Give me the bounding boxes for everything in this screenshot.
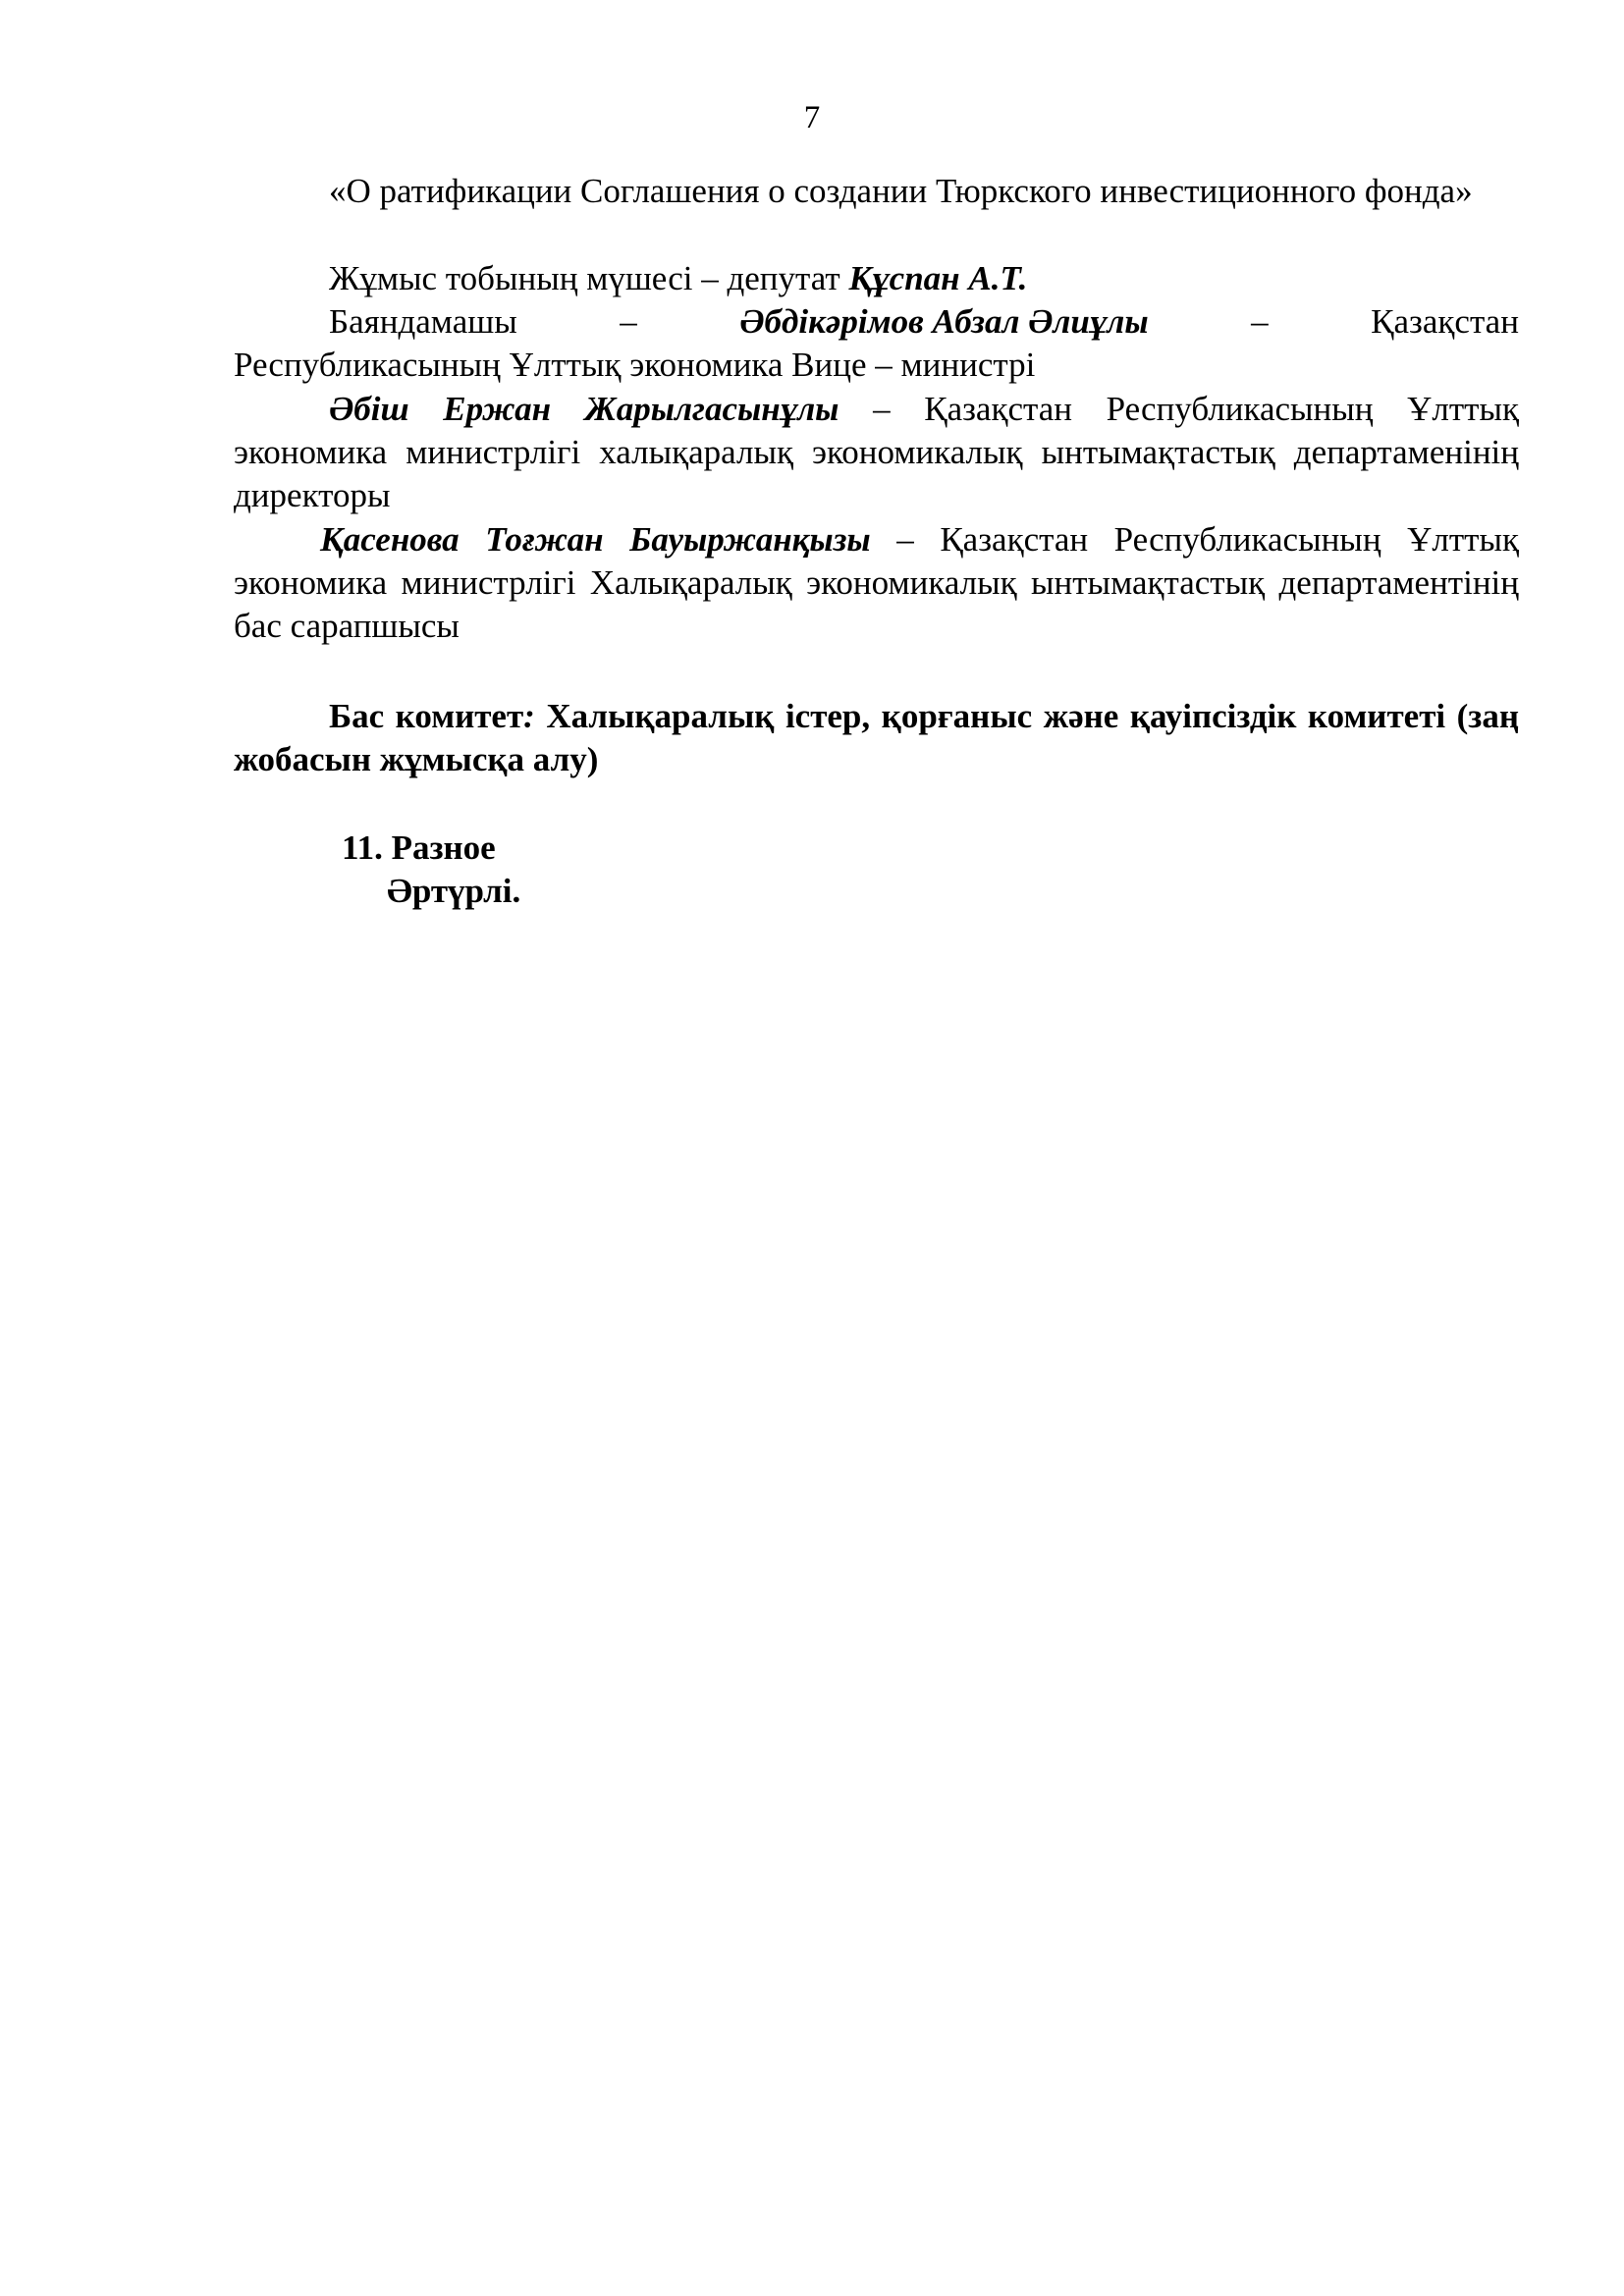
agenda-item-11-subtitle: Әртүрлі. [387,872,521,910]
speaker-1-role: Республикасының Ұлттық экономика Вице – министрі [234,346,1036,384]
speaker-3-name: Қасенова Тоғжан Бауыржанқызы [320,520,871,559]
working-group-label: Жұмыс тобының мүшесі – депутат [329,259,849,297]
bill-title: «О ратификации Соглашения о создании Тюркского инвестиционного фонда» [329,172,1473,210]
page-number: 7 [803,100,821,135]
speaker-1-prefix: Баяндамашы [329,302,517,341]
speaker-2-role: – Қазақстан Республикасының Ұлттық экономика министрлігі халықаралық экономикалық ынтымақтастық департаменінің директоры [234,390,1519,514]
agenda-item-11-title: 11. Разное [342,828,496,867]
document-body [234,170,1519,913]
speaker-3-entry [234,518,1519,648]
speaker-3-role: – Қазақстан Республикасының Ұлттық экономика министрлігі Халықаралық экономикалық ынтымақтастық департаментінің бас сарапшысы [234,520,1519,645]
speaker-1-dash-2: – [1251,302,1269,341]
agenda-item-11 [234,827,1519,913]
main-committee-text: Халықаралық істер, қорғаныс және қауіпсіздік комитеті (заң жобасын жұмысқа алу) [234,697,1520,778]
speaker-1-dash: – [620,302,637,341]
main-committee [234,695,1519,781]
speaker-2-entry [234,388,1519,517]
speaker-1-first-word: Қазақстан [1371,302,1519,341]
working-group-line [234,257,1519,300]
speaker-1-line [234,300,1519,344]
main-committee-colon: : [523,697,535,735]
working-group-member-name: Құспан А.Т. [848,259,1028,297]
main-committee-label: Бас комитет [329,697,524,735]
speaker-1-name: Әбдікәрімов Абзал Әлиұлы [739,302,1149,341]
speaker-2-name: Әбіш Ержан Жарылгасынұлы [329,390,839,428]
